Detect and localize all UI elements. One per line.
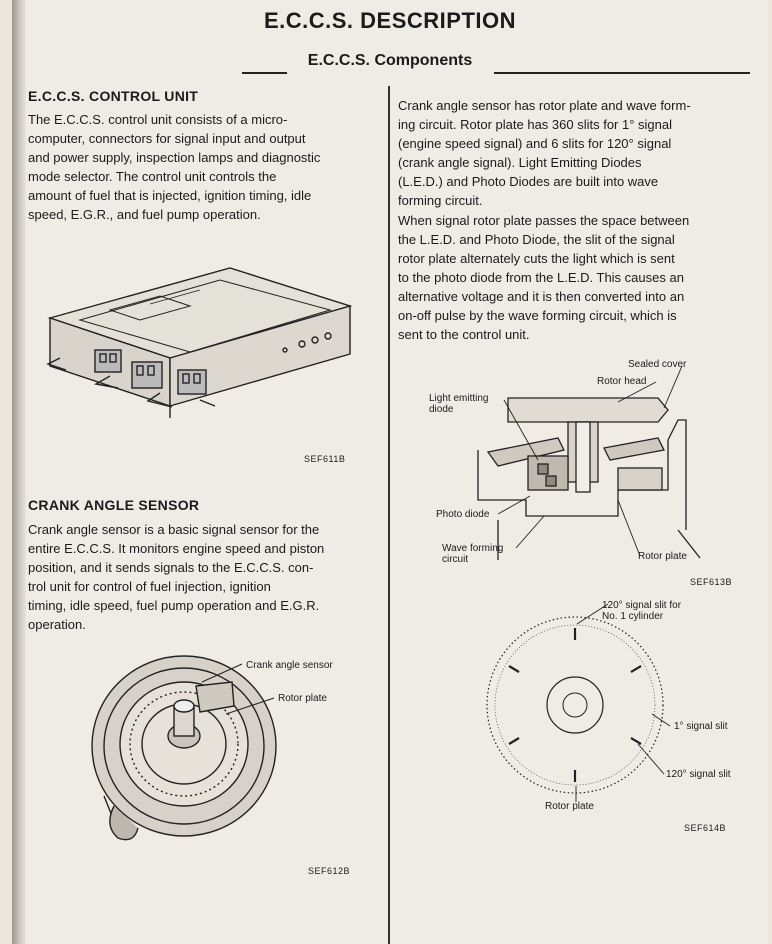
column-divider [388,86,390,944]
sensor-cross-section-illustration [468,380,708,570]
label-crank-angle-sensor: Crank angle sensor [246,660,333,671]
section-subtitle: E.C.C.S. Components [307,52,473,69]
page-title: E.C.C.S. DESCRIPTION [263,8,517,33]
crank-sensor-description-1: Crank angle sensor has rotor plate and wave form- ing circuit. Rotor plate has 360 slits for 1° signal (engine speed signal) and 6 slits for 120° signal (crank angle signal). Light Emitting Diodes (L.E.D.) and Photo Diodes are built into wave forming circuit. [398,98,691,208]
label-1-degree-slit: 1° signal slit [674,721,728,732]
fig-code-611: SEF611B [304,454,346,464]
control-unit-illustration [40,258,360,428]
subtitle-rule-left [242,72,287,74]
label-photo-diode: Photo diode [436,509,490,520]
label-light-emitting-diode: Light emitting diode [429,393,489,415]
label-rotor-head: Rotor head [597,376,647,387]
label-rotor-plate-left: Rotor plate [278,693,327,704]
label-rotor-plate-section: Rotor plate [638,551,687,562]
control-unit-heading: E.C.C.S. CONTROL UNIT [28,88,199,104]
manual-page [12,0,768,944]
crank-sensor-heading: CRANK ANGLE SENSOR [28,497,200,513]
fig-code-613: SEF613B [690,577,733,587]
fig-code-612: SEF612B [308,866,351,876]
label-120-degree-slit: 120° signal slit [666,769,731,780]
crank-sensor-description-2: When signal rotor plate passes the space between the L.E.D. and Photo Diode, the slit of the signal rotor plate alternately cuts the light which is sent to the photo diode from the L.E.D. This causes an alternative voltage and it is then converted into an on-off pulse by the wave forming circuit, which is sent to the control unit. [398,213,690,342]
page-binding-shadow [12,0,26,944]
crank-sensor-text: Crank angle sensor is a basic signal sensor for the entire E.C.C.S. It monitors engine speed and piston position, and it sends signals to the E.C.C.S. con- trol unit for control of fuel injection, ignition timing, idle speed, fuel pump operation and E.G.R. operation. [28,522,325,632]
label-120-slit-no1: 120° signal slit for No. 1 cylinder [602,600,682,622]
label-sealed-cover: Sealed cover [628,359,687,370]
label-wave-forming-circuit: Wave forming circuit [442,543,504,565]
control-unit-text: The E.C.C.S. control unit consists of a micro- computer, connectors for signal input and output and power supply, inspection lamps and diagnostic mode selector. The control unit controls the amount of fuel that is injected, ignition timing, idle speed, E.G.R., and fuel pump operation. [28,112,321,222]
fig-code-614: SEF614B [684,823,727,833]
label-rotor-plate-disc: Rotor plate [545,801,594,812]
subtitle-rule-right [494,72,750,74]
rotor-plate-illustration [480,610,670,800]
